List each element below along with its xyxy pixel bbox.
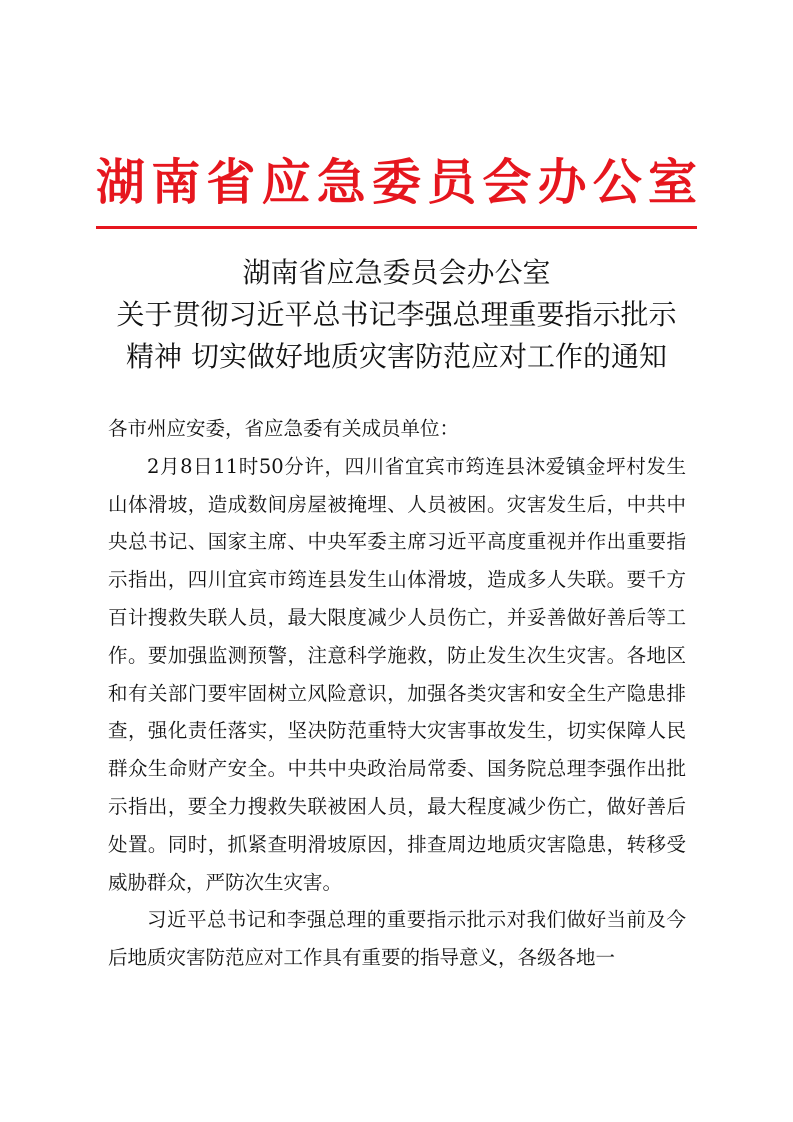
body-paragraph-1: 2月8日11时50分许，四川省宜宾市筠连县沐爱镇金坪村发生山体滑坡，造成数间房屋被掩埋、人员被困。灾害发生后，中共中央总书记、国家主席、中央军委主席习近平高度重视并作出重要指示指出，四川宜宾市筠连县发生山体滑坡，造成多人失联。要千方百计搜救失联人员，最大限度减少人员伤亡，并妥善做好善后等工作。要加强监测预警，注意科学施救，防止发生次生灾害。各地区和有关部门要牢固树立风险意识，加强各类灾害和安全生产隐患排查，强化责任落实，坚决防范重特大灾害事故发生，切实保障人民群众生命财产安全。中共中央政治局常委、国务院总理李强作出批示指出，要全力搜救失联被困人员，最大程度减少伤亡，做好善后处置。同时，抓紧查明滑坡原因，排查周边地质灾害隐患，转移受威胁群众，严防次生灾害。 [108, 454, 686, 894]
salutation: 各市州应安委，省应急委有关成员单位： [108, 417, 460, 440]
document-title-line-1: 湖南省应急委员会办公室 [242, 256, 551, 289]
document-title [96, 252, 697, 378]
document-body [108, 410, 686, 977]
document-title-line-3: 精神 切实做好地质灾害防范应对工作的通知 [126, 340, 667, 373]
letterhead-organization: 湖南省应急委员会办公室 [96, 153, 697, 211]
document-title-line-2: 关于贯彻习近平总书记李强总理重要指示批示 [116, 298, 677, 331]
body-paragraph-2: 习近平总书记和李强总理的重要指示批示对我们做好当前及今后地质灾害防范应对工作具有重要的指导意义，各级各地一 [108, 908, 686, 970]
letterhead-red-rule [96, 226, 697, 229]
